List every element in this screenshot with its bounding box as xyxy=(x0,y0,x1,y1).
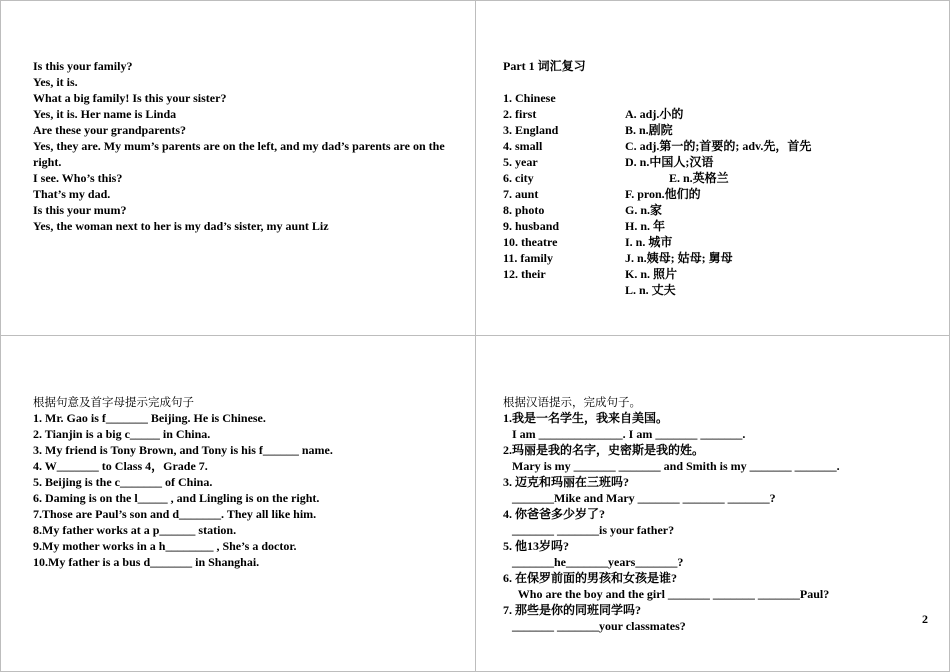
fill-blank-line: 3. My friend is Tony Brown, and Tony is his f______ name. xyxy=(33,443,333,457)
vocab-word: 8. photo xyxy=(503,203,545,217)
fill-blank-line: 7.Those are Paul’s son and d_______. They all like him. xyxy=(33,507,317,521)
translate-prompt: 2.玛丽是我的名字，史密斯是我的姓。 xyxy=(503,443,705,457)
vocab-section xyxy=(503,58,923,297)
translate-prompt: 1.我是一名学生，我来自美国。 xyxy=(503,411,669,425)
vocab-definition: I. n. 城市 xyxy=(625,235,673,249)
dialogue-line: Is this your mum? xyxy=(33,203,127,217)
vocab-word: 10. theatre xyxy=(503,235,558,249)
translate-prompt: 4. 你爸爸多少岁了? xyxy=(503,507,606,521)
fill-blank-line: 6. Daming is on the l_____ , and Lingling is on the right. xyxy=(33,491,320,505)
translate-prompt: 6. 在保罗前面的男孩和女孩是谁? xyxy=(503,571,678,585)
translate-answer-line: _______ _______your classmates? xyxy=(503,619,686,633)
vocab-definition: K. n. 照片 xyxy=(625,267,678,281)
dialogue-line: What a big family! Is this your sister? xyxy=(33,91,227,105)
vocab-definition: E. n.英格兰 xyxy=(669,171,729,185)
vocab-word: 2. first xyxy=(503,107,537,121)
vocab-definition: B. n.剧院 xyxy=(625,123,673,137)
vocab-definition: H. n. 年 xyxy=(625,219,666,233)
dialogue-line: Yes, it is. xyxy=(33,75,78,89)
dialogue-line: Yes, they are. My mum’s parents are on the left, and my dad’s parents are on the right. xyxy=(33,139,445,169)
fill-blank-line: 5. Beijing is the c_______ of China. xyxy=(33,475,213,489)
translate-prompt: 7. 那些是你的同班同学吗? xyxy=(503,603,642,617)
translate-answer-line: _______ _______is your father? xyxy=(503,523,675,537)
vocab-word: 1. Chinese xyxy=(503,91,556,105)
dialogue-section xyxy=(33,58,453,234)
page-number: 2 xyxy=(922,612,928,626)
vocab-definition: D. n.中国人;汉语 xyxy=(625,155,714,169)
translate-answer-line: I am ______________. I am _______ _______. xyxy=(503,427,746,441)
fill-blank-line: 8.My father works at a p______ station. xyxy=(33,523,237,537)
vocab-definition: C. adj.第一的;首要的; adv.先，首先 xyxy=(625,139,812,153)
translate-prompt: 5. 他13岁吗? xyxy=(503,539,570,553)
vocab-definition: L. n. 丈夫 xyxy=(625,283,676,297)
vocab-definition: A. adj.小的 xyxy=(625,107,684,121)
translate-answer-line: Mary is my _______ _______ and Smith is my _______ _______. xyxy=(503,459,840,473)
dialogue-line: That’s my dad. xyxy=(33,187,111,201)
vertical-divider xyxy=(475,0,476,672)
vocab-word: 7. aunt xyxy=(503,187,539,201)
dialogue-line: Yes, it is. Her name is Linda xyxy=(33,107,177,121)
translate-title: 根据汉语提示，完成句子。 xyxy=(503,395,641,409)
fill-blank-line: 1. Mr. Gao is f_______ Beijing. He is Chinese. xyxy=(33,411,266,425)
vocab-word: 11. family xyxy=(503,251,553,265)
vocab-word: 5. year xyxy=(503,155,538,169)
dialogue-line: Yes, the woman next to her is my dad’s sister, my aunt Liz xyxy=(33,219,329,233)
fill-blank-section xyxy=(33,394,453,570)
vocab-definition: J. n.姨母; 姑母; 舅母 xyxy=(625,251,733,265)
vocab-definition: F. pron.他们的 xyxy=(625,187,701,201)
vocab-word: 3. England xyxy=(503,123,559,137)
translate-answer-line: Who are the boy and the girl _______ _______ _______Paul? xyxy=(503,587,830,601)
translate-section xyxy=(503,394,923,634)
dialogue-line: Are these your grandparents? xyxy=(33,123,186,137)
vocab-word: 6. city xyxy=(503,171,534,185)
fill-blank-line: 4. W_______ to Class 4，Grade 7. xyxy=(33,459,208,473)
translate-answer-line: _______Mike and Mary _______ _______ _______? xyxy=(503,491,776,505)
translate-prompt: 3. 迈克和玛丽在三班吗? xyxy=(503,475,630,489)
vocab-title: Part 1 词汇复习 xyxy=(503,59,586,73)
horizontal-divider xyxy=(0,335,950,336)
dialogue-line: I see. Who’s this? xyxy=(33,171,123,185)
fill-blank-line: 2. Tianjin is a big c_____ in China. xyxy=(33,427,211,441)
fill-blank-title: 根据句意及首字母提示完成句子 xyxy=(33,395,194,409)
vocab-word: 4. small xyxy=(503,139,543,153)
fill-blank-line: 9.My mother works in a h________ , She’s a doctor. xyxy=(33,539,297,553)
fill-blank-line: 10.My father is a bus d_______ in Shanghai. xyxy=(33,555,260,569)
vocab-word: 12. their xyxy=(503,267,546,281)
vocab-word: 9. husband xyxy=(503,219,560,233)
vocab-definition: G. n.家 xyxy=(625,203,663,217)
translate-answer-line: _______he_______years_______? xyxy=(503,555,684,569)
dialogue-line: Is this your family? xyxy=(33,59,133,73)
